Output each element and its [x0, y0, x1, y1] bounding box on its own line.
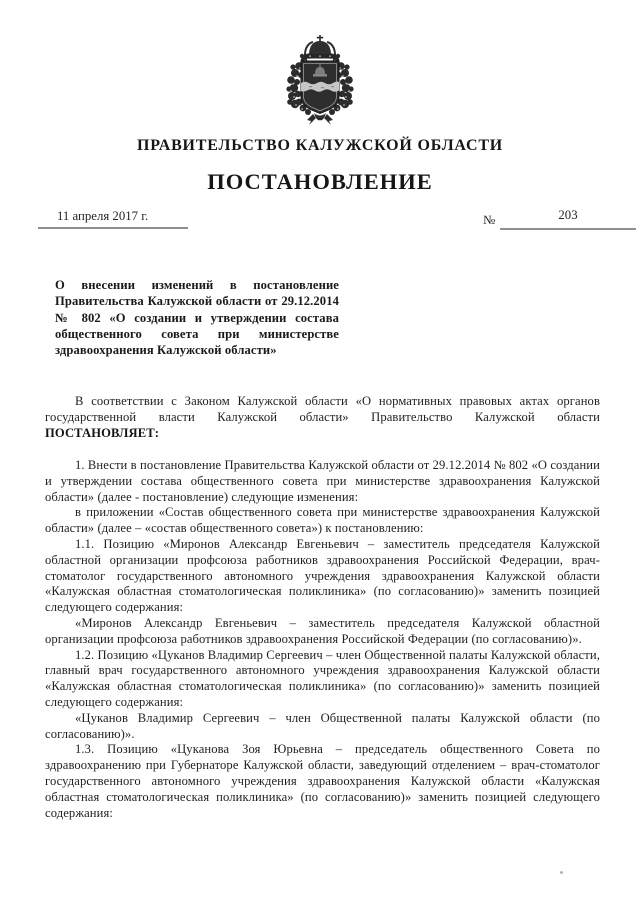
body-paragraph-4: «Миронов Александр Евгеньевич – заместитель председателя Калужской областной организации профсоюза работников здравоохранения Российской Федерации (по согласованию)». — [45, 615, 600, 646]
number-underline — [500, 228, 636, 230]
scan-artifact-dot — [560, 871, 563, 874]
body-paragraph-1: 1. Внести в постановление Правительства Калужской области от 29.12.2014 № 802 «О создании и утверждении состава общественного совета при министерстве здравоохранения Калужской области» (далее - постановление) следующие изменения: — [45, 458, 600, 504]
document-number: 203 — [558, 208, 578, 222]
preamble-section — [45, 394, 600, 441]
body-paragraph-2: в приложении «Состав общественного совета при министерстве здравоохранения Калужской области» (далее – «состав общественного совета») к постановлению: — [45, 505, 600, 536]
body-paragraph-3: 1.1. Позицию «Миронов Александр Евгеньевич – заместитель председателя Калужской областной организации профсоюза работников здравоохранения Российской Федерации, врач-стоматолог государственного автономного учреждения здравоохранения Калужской области «Калужская областная стоматологическая поликлиника» (по согласованию)» заменить позицией следующего содержания: — [45, 536, 600, 615]
body-paragraph-6: «Цуканов Владимир Сергеевич – член Общественной палаты Калужской области (по согласованию)». — [45, 710, 600, 741]
subject-block: О внесении изменений в постановление Правительства Калужской области от 29.12.2014 № 802 «О создании и утверждении состава общественного совета при министерстве здравоохранения Калужской области» — [55, 278, 339, 358]
ribbon-icon — [307, 113, 333, 125]
body-paragraph-5: 1.2. Позицию «Цуканов Владимир Сергеевич – член Общественной палаты Калужской области, главный врач государственного автономного учреждения здравоохранения Калужской области «Калужская областная стоматологическая поликлиника» (по согласованию)» заменить позицией следующего содержания: — [45, 647, 600, 709]
resolve-word: ПОСТАНОВЛЯЕТ: — [45, 425, 159, 440]
body-paragraph-7: 1.3. Позицию «Цуканова Зоя Юрьевна – председатель общественного Совета по здравоохранению при Губернаторе Калужской области, заведующий отделением – врач-стоматолог государственного автономного учреждения здравоохранения Калужской области «Калужская областная стоматологическая поликлиника» (по согласованию)» заменить позицией следующего содержания: — [45, 742, 600, 820]
shield-icon — [301, 61, 339, 114]
org-name-title: ПРАВИТЕЛЬСТВО КАЛУЖСКОЙ ОБЛАСТИ — [136, 137, 504, 154]
document-date: 11 апреля 2017 г. — [57, 209, 149, 223]
crown-icon — [304, 35, 336, 59]
document-type-title: ПОСТАНОВЛЕНИЕ — [207, 169, 433, 194]
kaluga-coat-of-arms-icon — [283, 34, 357, 126]
date-underline — [38, 227, 188, 229]
number-sign: № — [483, 213, 496, 227]
body-section — [45, 458, 600, 821]
preamble-text: В соответствии с Законом Калужской области «О нормативных правовых актах органов государственной власти Калужской области» Правительство Калужской области — [45, 394, 600, 424]
